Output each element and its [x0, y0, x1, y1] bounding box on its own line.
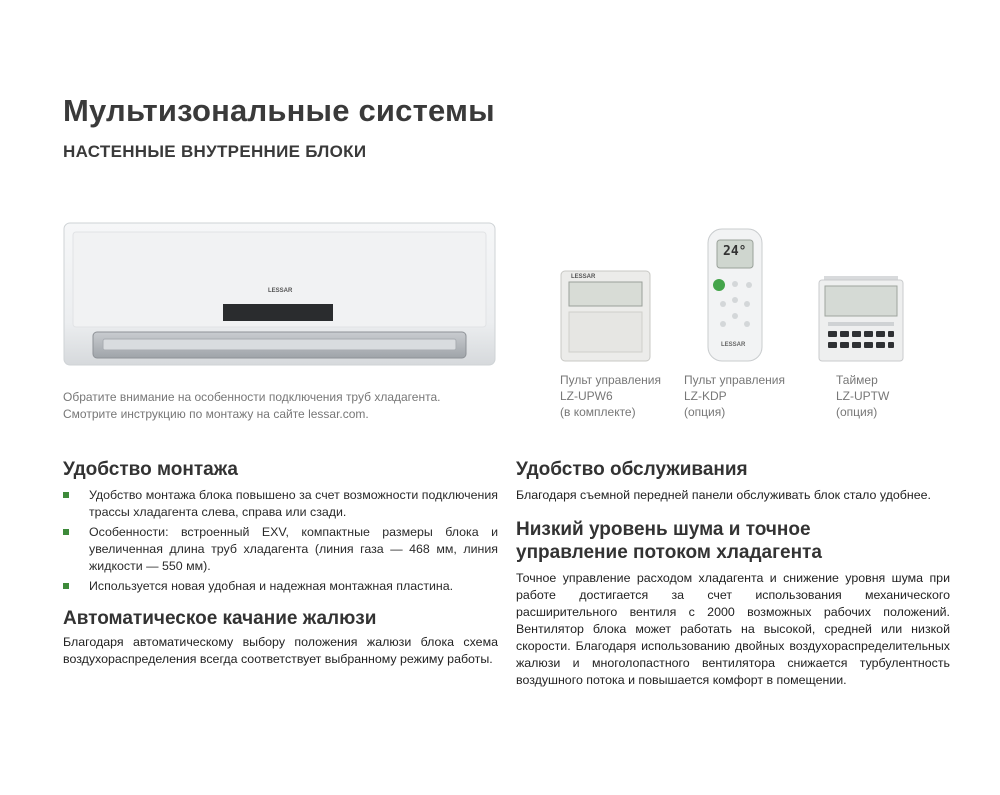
caption-model: LZ-UPTW: [836, 389, 890, 403]
bullet-square-icon: [63, 529, 69, 535]
unit-brand-label: LESSAR: [268, 288, 293, 294]
installation-bullets: [63, 487, 498, 595]
section-heading-service: Удобство обслуживания: [516, 459, 748, 480]
bullet-text: Удобство монтажа блока повышено за счет возможности подключения трассы хладагента слева, справа или сзади.: [89, 488, 498, 519]
bullet-text: Используется новая удобная и надежная монтажная пластина.: [89, 579, 454, 593]
list-item: [63, 578, 498, 595]
controller-caption-upw6: [560, 372, 661, 420]
bullet-text: Особенности: встроенный EXV, компактные размеры блока и увеличенная длина труб хладагента (линия газа — 468 мм, линия жидкости — 550 мм).: [89, 525, 498, 573]
note-line: Обратите внимание на особенности подключения труб хладагента.: [63, 390, 441, 404]
service-text: Благодаря съемной передней панели обслуживать блок стало удобнее.: [516, 488, 931, 502]
installation-note: [63, 389, 503, 423]
controller-caption-uptw: [836, 372, 889, 420]
caption-note: (опция): [684, 405, 726, 419]
list-item: [63, 524, 498, 575]
caption-model: LZ-KDP: [684, 389, 727, 403]
controller-brand: LESSAR: [571, 274, 596, 280]
controller-brand: LESSAR: [721, 342, 746, 348]
bullet-square-icon: [63, 583, 69, 589]
left-column: [63, 458, 498, 668]
caption-line: Пульт управления: [684, 373, 785, 387]
page-subtitle: НАСТЕННЫЕ ВНУТРЕННИЕ БЛОКИ: [63, 142, 367, 161]
caption-note: (в комплекте): [560, 405, 636, 419]
caption-note: (опция): [836, 405, 878, 419]
page-title: Мультизональные системы: [63, 93, 495, 128]
section-heading-noise: Низкий уровень шума и точное управление потоком хладагента: [516, 519, 822, 563]
remote-controller-image: [707, 228, 763, 362]
caption-line: Пульт управления: [560, 373, 661, 387]
note-line: Смотрите инструкцию по монтажу на сайте lessar.com.: [63, 407, 369, 421]
section-heading-installation: Удобство монтажа: [63, 459, 238, 480]
timer-controller-image: [818, 276, 904, 362]
louvers-text: Благодаря автоматическому выбору положения жалюзи блока схема воздухораспределения всегда соответствует выбранному режиму работы.: [63, 635, 498, 666]
controller-caption-kdp: [684, 372, 785, 420]
caption-model: LZ-UPW6: [560, 389, 613, 403]
wired-controller-image: [560, 270, 651, 362]
right-column: [516, 458, 950, 689]
indoor-unit-image: [63, 222, 496, 366]
section-heading-louvers: Автоматическое качание жалюзи: [63, 608, 377, 629]
bullet-square-icon: [63, 492, 69, 498]
list-item: [63, 487, 498, 521]
caption-line: Таймер: [836, 373, 878, 387]
remote-display-value: 24°: [723, 244, 747, 259]
noise-text: Точное управление расходом хладагента и снижение уровня шума при работе достигается за счет использования механического расширительного вентиля с 2000 возможных рабочих положений. Вентилятор блока может работать на высокой, средней или низкой скорости. Благодаря использованию двойных воздухораспределительных жалюзи и многолопастного вентилятора снижается турбулентность воздушного потока и повышается комфорт в помещении.: [516, 571, 950, 687]
